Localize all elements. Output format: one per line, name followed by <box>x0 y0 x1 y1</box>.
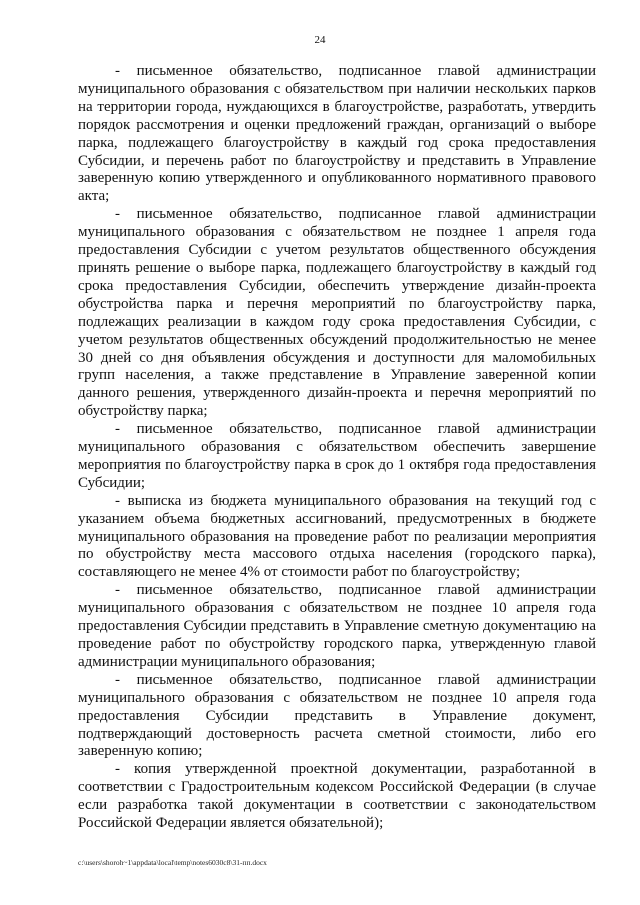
document-body <box>78 63 596 833</box>
paragraph-2: - письменное обязательство, подписанное главой администрации муниципального образования с обязательством не позднее 1 апреля года предоставления Субсидии с учетом результатов общественного обсуждения принять решение о выборе парка, подлежащего благоустройству в каждый год срока предоставления Субсидии, обеспечить утверждение дизайн-проекта обустройства парка и перечня мероприятий по благоустройству парка, подлежащих реализации в каждом году срока предоставления Субсидии, с учетом результатов общественных обсуждений продолжительностью не менее 30 дней со дня объявления обсуждения и доступности для маломобильных групп населения, а также представление в Управление заверенной копии данного решения, утвержденного дизайн-проекта и перечня мероприятий по обустройству парка; <box>78 206 596 420</box>
paragraph-5: - письменное обязательство, подписанное главой администрации муниципального образования с обязательством не позднее 10 апреля года предоставления Субсидии представить в Управление сметную документацию на проведение работ по обустройству городского парка, утвержденную главой администрации муниципального образования; <box>78 582 596 670</box>
paragraph-4: - выписка из бюджета муниципального образования на текущий год с указанием объема бюджетных ассигнований, предусмотренных в бюджете муниципального образования на проведение работ по реализации мероприятия по обустройству места массового отдыха населения (городского парка), составляющего не менее 4% от стоимости работ по благоустройству; <box>78 492 596 581</box>
paragraph-7: - копия утвержденной проектной документации, разработанной в соответствии с Градостроительным кодексом Российской Федерации (в случае если разработка такой документации в соответствии с законодательством Российской Федерации является обязательной); <box>78 761 596 832</box>
footer-file-path: c:\users\shoroh~1\appdata\local\temp\notes6030c8\31-пп.docx <box>78 858 267 867</box>
paragraph-3: - письменное обязательство, подписанное главой администрации муниципального образования с обязательством обеспечить завершение мероприятия по благоустройству парка в срок до 1 октября года предоставления Субсидии; <box>78 421 596 491</box>
paragraph-1: - письменное обязательство, подписанное главой администрации муниципального образования с обязательством при наличии нескольких парков на территории города, нуждающихся в благоустройстве, разработать, утвердить порядок рассмотрения и оценки предложений граждан, организаций о выборе парка, подлежащего благоустройству в каждый год срока предоставления Субсидии, и перечень работ по благоустройству и представить в Управление заверенную копию утвержденного и опубликованного нормативного правового акта; <box>78 63 596 205</box>
paragraph-6: - письменное обязательство, подписанное главой администрации муниципального образования с обязательством не позднее 10 апреля года предоставления Субсидии представить в Управление документ, подтверждающий достоверность расчета сметной стоимости, либо его заверенную копию; <box>78 671 596 760</box>
page-number: 24 <box>314 34 326 46</box>
